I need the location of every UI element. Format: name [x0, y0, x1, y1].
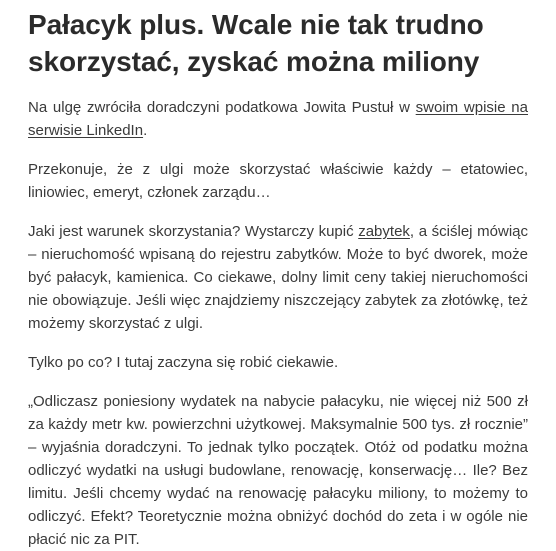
paragraph-condition [28, 220, 528, 335]
paragraph-text: , a ściślej mówiąc – nieruchomość wpisaną do rejestru zabytków. Może to być dworek, może być pałacyk, kamienica. Co ciekawe, dolny limit ceny takiej nieruchomości nie obowiązuje. Jeśli więc znajdziemy niszczejący zabytek za złotówkę, też możemy skorzystać z ulgi. [28, 223, 528, 332]
paragraph-question: Tylko po co? I tutaj zaczyna się robić ciekawie. [28, 354, 339, 371]
paragraph-text: Na ulgę zwróciła doradczyni podatkowa Jowita Pustuł w [28, 99, 416, 116]
linkedin-post-link[interactable]: swoim wpisie na serwisie LinkedIn [28, 99, 528, 139]
paragraph-text: Jaki jest warunek skorzystania? Wystarczy kupić [28, 223, 359, 240]
paragraph-quote: „Odliczasz poniesiony wydatek na nabycie pałacyku, nie więcej niż 500 zł za każdy metr kw. powierzchni użytkowej. Maksymalnie 500 tys. zł rocznie” – wyjaśnia doradczyni. To jednak tylko początek. Otóż od podatku można odliczyć wydatki na usługi budowlane, renowację, konserwację… Ile? Bez limitu. Jeśli chcemy wydać na renowację pałacyku miliony, to możemy to odliczyć. Efekt? Teoretycznie można obniżyć dochód do zeta i w ogóle nie płacić nic za PIT. [28, 393, 528, 548]
article [28, 0, 528, 551]
paragraph-who: Przekonuje, że z ulgi może skorzystać właściwie każdy – etatowiec, liniowiec, emeryt, członek zarządu… [28, 161, 528, 201]
paragraph-source [28, 96, 528, 142]
zabytek-link[interactable]: zabytek [358, 223, 410, 240]
article-title: Pałacyk plus. Wcale nie tak trudno skorzystać, zyskać można miliony [28, 9, 484, 77]
paragraph-text: . [143, 122, 148, 139]
